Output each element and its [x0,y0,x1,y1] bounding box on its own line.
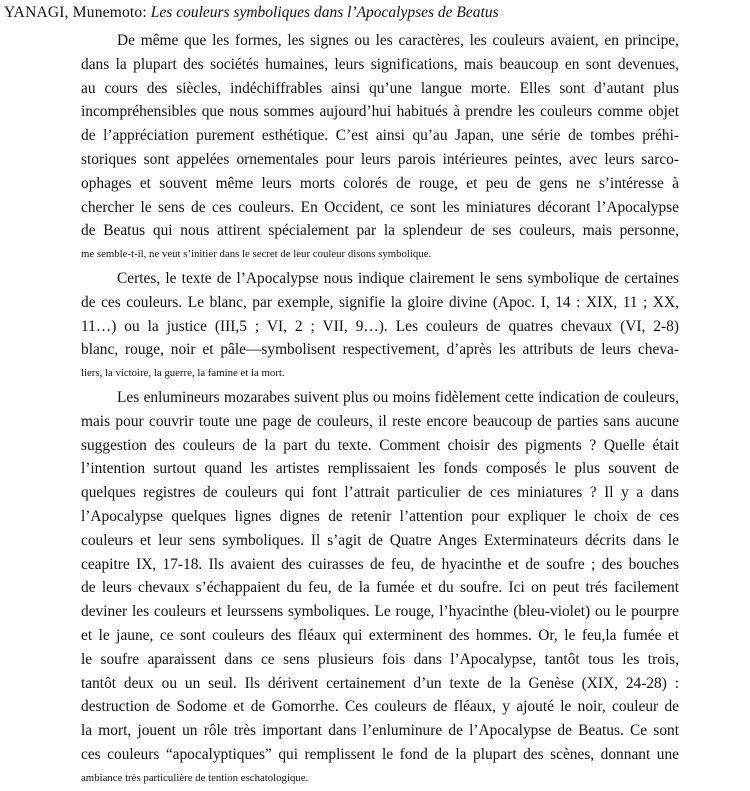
text-line: l’intention surtout quand les artistes remplissaient les fonds composés le plus souvent de [81,460,679,478]
text-line: suggestion des couleurs de la part du texte. Comment choisir des pigments ? Quelle était [81,436,679,454]
text-line: destruction de Sodome et de Gomorrhe. Ces couleurs de fléaux, y ajouté le noir, couleur de [81,698,679,716]
text-line: couleurs et leur sens symboliques. Il s’agit de Quatre Anges Exterminateurs décrits dans le [81,531,679,549]
article-header [4,3,499,23]
text-line: ces couleurs “apocalyptiques” qui remplissent le fond de la plupart des scènes, donnant une [81,745,679,763]
article-body [0,29,750,791]
text-line: chercher le sens de ces couleurs. En Occident, ce sont les miniatures décorant l’Apocalypse [81,198,679,216]
text-line: me semble-t-il, ne veut s’initier dans le secret de leur couleur disons symbolique. [81,248,432,261]
text-line: liers, la victoire, la guerre, la famine et la mort. [81,367,285,380]
text-line: dans la plupart des sociétés humaines, leurs significations, mais beaucoup en sont devenues, [81,55,679,73]
paragraph [0,29,750,267]
text-line: et le jaune, ce sont couleurs des fléaux qui exterminent des hommes. Or, le feu,la fumée et [81,626,679,644]
paragraph [0,267,750,386]
text-line: incompréhensibles que nous sommes aujourd’hui habitués à prendre les couleurs comme objet [81,103,679,121]
text-line: ophages et souvent même leurs morts colorés de rouge, et peu de gens ne s’intéresse à [81,174,679,192]
text-line: storiques sont appelées ornementales pour leurs parois intérieures peintes, avec leurs sarco- [81,150,679,168]
text-line: la mort, jouent un rôle très important dans l’enluminure de l’Apocalypse de Beatus. Ce sont [81,722,679,740]
text-line: De même que les formes, les signes ou les caractères, les couleurs avaient, en principe, [117,32,679,49]
text-line: de Beatus qui nous attirent spécialement par la splendeur de ses couleurs, mais personne, [81,222,679,240]
text-line: tantôt deux ou un seul. Ils dérivent certainement d’un texte de la Genèse (XIX, 24-28) : [81,674,679,692]
text-line: le soufre aparaissent dans ce sens plusieurs fois dans l’Apocalypse, tantôt tous les trois, [81,650,679,668]
text-line: Les enlumineurs mozarabes suivent plus ou moins fidèlement cette indication de couleurs, [117,388,679,406]
text-line: l’Apocalypse quelques lignes dignes de retenir l’attention pour expliquer le choix de ces [81,507,679,525]
text-line: ambiance très particulière de tention eschatologique. [81,771,309,784]
paragraph [0,386,750,791]
text-line: Certes, le texte de l’Apocalypse nous indique clairement le sens symbolique de certaines [117,269,679,287]
text-line: deviner les couleurs et leurssens symboliques. Le rouge, l’hyacinthe (bleu-violet) ou le pourpre [81,603,679,621]
article-title: Les couleurs symboliques dans l’Apocalypses de Beatus [150,4,499,21]
text-line: mais pour couvrir toute une page de couleurs, il reste encore beaucoup de parties sans aucune [81,412,679,430]
text-line: ceapitre IX, 17-18. Ils avaient des cuirasses de feu, de hyacinthe et de soufre ; des bouches [81,555,679,573]
text-line: de leurs chevaux s’échappaient du feu, de la fumée et du soufre. Ici on peut trés facilement [81,579,679,597]
text-line: de ces couleurs. Le blanc, par exemple, signifie la gloire divine (Apoc. I, 14 : XIX, 11 ; XX, [81,293,679,311]
text-line: de l’appréciation purement esthétique. C’est ainsi qu’au Japan, une série de tombes préhi- [81,127,679,145]
text-line: au cours des siècles, indéchiffrables ainsi qu’une langue morte. Elles sont d’autant plus [81,79,679,97]
author-name: YANAGI, Munemoto: [4,4,147,21]
text-line: blanc, rouge, noir et pâle—symbolisent respectivement, d’après les attributs de leurs cheva- [81,341,679,359]
text-line: 11…) ou la justice (III,5 ; VI, 2 ; VII, 9…). Les couleurs de quatres chevaux (VI, 2-8) [81,317,679,335]
text-line: quelques registres de couleurs qui font l’attrait particulier de ces miniatures ? Il y a dans [81,484,679,502]
